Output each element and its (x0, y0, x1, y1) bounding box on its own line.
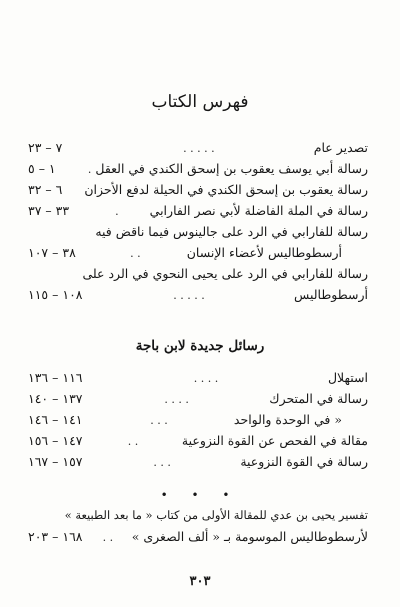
toc-entry (28, 412, 368, 433)
toc-entry-title: رسالة أبي يوسف يعقوب بن إسحق الكندي في العقل (95, 161, 368, 176)
leader-dots: . . . . . (173, 289, 205, 302)
toc-entry-pages: ١٣٧ – ١٤٠ (28, 391, 83, 406)
toc-entry-pages: ١٤١ – ١٤٦ (28, 412, 83, 427)
leader-dots: . . (127, 435, 139, 448)
contents-list (28, 140, 368, 308)
toc-entry (28, 161, 368, 182)
toc-entry-title: « في الوحدة والواحد (233, 412, 342, 427)
toc-entry-pages: ١٠٨ – ١١٥ (28, 287, 83, 302)
toc-entry (28, 266, 368, 287)
toc-entry-title: رسالة في المتحرك (269, 391, 368, 406)
leader-dots: . . (130, 247, 141, 260)
leader-dots: . . . (153, 456, 171, 469)
toc-entry (28, 391, 368, 412)
toc-entry-title: أرسطوطاليس لأعضاء الإنسان (186, 245, 342, 260)
toc-entry-pages: ٦ – ٣٢ (28, 182, 63, 197)
toc-entry-pages: ١٤٧ – ١٥٦ (28, 433, 83, 448)
toc-entry-title: مقالة في الفحص عن القوة النزوعية (181, 433, 368, 448)
toc-entry-continuation (28, 245, 368, 266)
toc-entry-pages: ١٥٧ – ١٦٧ (28, 454, 83, 469)
leader-dots: . . . (150, 414, 168, 427)
toc-entry-continuation (28, 287, 368, 308)
toc-entry-pages: ٧ – ٢٣ (28, 140, 63, 155)
leader-dots: . . . . (193, 372, 219, 385)
toc-entry-title: استهلال (327, 370, 368, 385)
toc-entry-title: أرسطوطاليس (294, 287, 368, 302)
toc-entry (28, 140, 368, 161)
toc-entry-pages: ٣٨ – ١٠٧ (28, 245, 76, 260)
toc-entry-title: رسالة للفارابي في الرد على جالينوس فيما ناقض فيه (95, 224, 368, 239)
leader-dots: . (87, 163, 92, 176)
toc-entry-title: تصدير عام (313, 140, 368, 155)
toc-entry-pages: ١ – ٥ (28, 161, 56, 176)
leader-dots: . . . . (164, 393, 189, 406)
page-title: فهرس الكتاب (151, 92, 249, 112)
toc-entry-title: رسالة للفارابي في الرد على يحيى النحوي في الرد على (82, 266, 368, 281)
leader-dots: . . (102, 531, 114, 544)
final-contents-list (28, 508, 368, 550)
toc-entry (28, 433, 368, 454)
toc-entry-continuation (28, 529, 368, 550)
toc-entry-title: لأرسطوطاليس الموسومة بـ « ألف الصغرى » (131, 529, 368, 544)
toc-entry (28, 370, 368, 391)
section-divider: • • • (160, 488, 240, 502)
section-title: رسائل جديدة لابن باجة (135, 338, 265, 354)
toc-entry (28, 182, 368, 203)
toc-entry-pages: ١١٦ – ١٣٦ (28, 370, 83, 385)
toc-entry (28, 224, 368, 245)
leader-dots: . . . . . (183, 142, 215, 155)
toc-entry (28, 203, 368, 224)
toc-entry (28, 454, 368, 475)
leader-dots: . (115, 205, 119, 218)
toc-entry-title: رسالة في القوة النزوعية (240, 454, 368, 469)
page-number: ٣٠٣ (189, 574, 211, 589)
toc-entry-title: رسالة يعقوب بن إسحق الكندي في الحيلة لدفع الأحزان (84, 182, 368, 197)
toc-entry-pages: ١٦٨ – ٢٠٣ (28, 529, 83, 544)
toc-entry-title: رسالة في الملة الفاضلة لأبي نصر الفارابي (149, 203, 368, 218)
toc-entry-pages: ٣٣ – ٣٧ (28, 203, 70, 218)
section-contents-list (28, 370, 368, 475)
toc-entry (28, 508, 368, 529)
toc-entry-title: تفسير يحيى بن عدي للمقالة الأولى من كتاب « ما بعد الطبيعة » (64, 508, 368, 522)
